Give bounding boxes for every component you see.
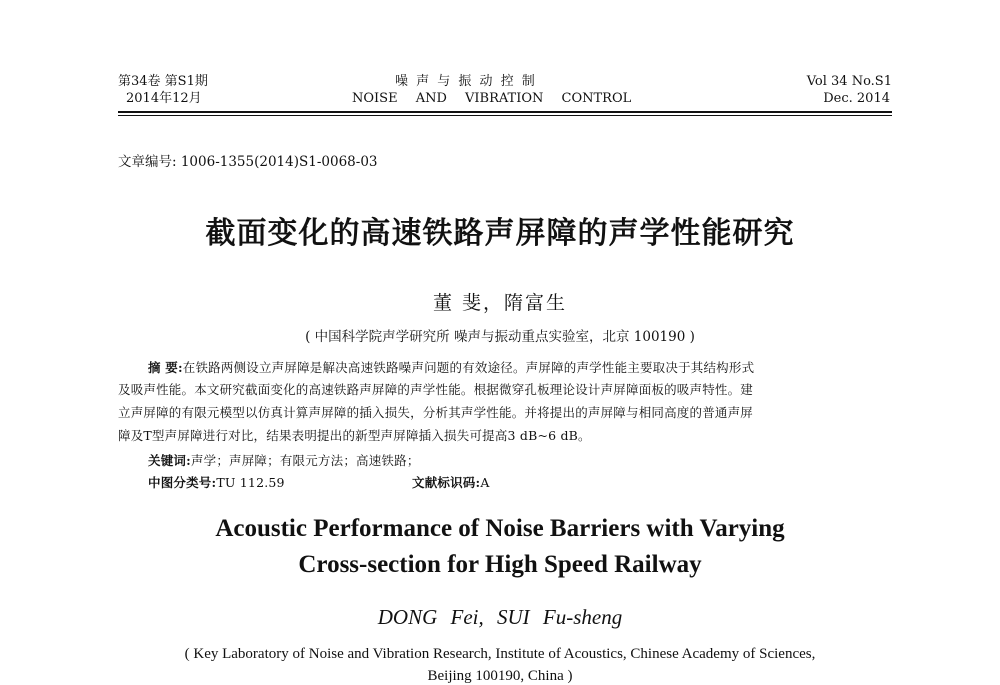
classification-label: 中图分类号: — [148, 475, 217, 490]
doc-code-value: A — [480, 475, 490, 490]
authors-en: DONG Fei, SUI Fu-sheng — [377, 605, 623, 629]
classification-value: TU 112.59 — [216, 475, 285, 490]
header-volume-zh: 第34卷 第S1期 — [118, 74, 208, 89]
classification-line — [148, 472, 285, 493]
abstract-line-2: 及吸声性能。本文研究截面变化的高速铁路声屏障的声学性能。根据微穿孔板理论设计声屏障面板的吸声特性。建 — [118, 382, 754, 397]
doc-code-line — [412, 472, 490, 493]
keywords-line — [148, 450, 420, 471]
header-date-zh: 2014年12月 — [126, 91, 202, 106]
abstract-line-3: 立声屏障的有限元模型以仿真计算声屏障的插入损失，分析其声学性能。并将提出的声屏障与相同高度的普通声屏 — [118, 405, 754, 420]
affiliation-zh: ( 中国科学院声学研究所 噪声与振动重点实验室，北京 100190 ) — [305, 329, 695, 345]
affiliation-en-line-1: ( Key Laboratory of Noise and Vibration Research, Institute of Acoustics, Chinese Academy of Sciences, — [184, 646, 816, 662]
keywords-value: 声学；声屏障；有限元方法；高速铁路； — [190, 453, 420, 468]
title-zh: 截面变化的高速铁路声屏障的声学性能研究 — [205, 216, 795, 251]
title-en-line-1: Acoustic Performance of Noise Barriers with Varying — [215, 515, 785, 542]
abstract-text-1: 在铁路两侧设立声屏障是解决高速铁路噪声问题的有效途径。声屏障的声学性能主要取决于其结构形式 — [182, 360, 755, 375]
abstract-label: 摘 要: — [148, 360, 183, 375]
article-number: 文章编号: 1006-1355(2014)S1-0068-03 — [118, 154, 378, 170]
affiliation-en-line-2: Beijing 100190, China ) — [427, 668, 573, 684]
abstract-line-4: 障及T型声屏障进行对比，结果表明提出的新型声屏障插入损失可提高3 dB~6 dB。 — [118, 428, 591, 443]
header-date-en: Dec. 2014 — [823, 91, 890, 106]
header-volume-en: Vol 34 No.S1 — [806, 74, 892, 89]
header-rule-top — [118, 111, 892, 113]
doc-code-label: 文献标识码: — [412, 475, 481, 490]
authors-zh: 董 斐，隋富生 — [432, 292, 568, 314]
keywords-label: 关键词: — [148, 453, 191, 468]
header-journal-zh: 噪 声 与 振 动 控 制 — [395, 74, 537, 89]
abstract-line-1 — [148, 357, 754, 378]
header-journal-en: NOISE AND VIBRATION CONTROL — [352, 91, 632, 106]
title-en-line-2: Cross-section for High Speed Railway — [298, 551, 702, 578]
header-rule-bottom — [118, 115, 892, 116]
